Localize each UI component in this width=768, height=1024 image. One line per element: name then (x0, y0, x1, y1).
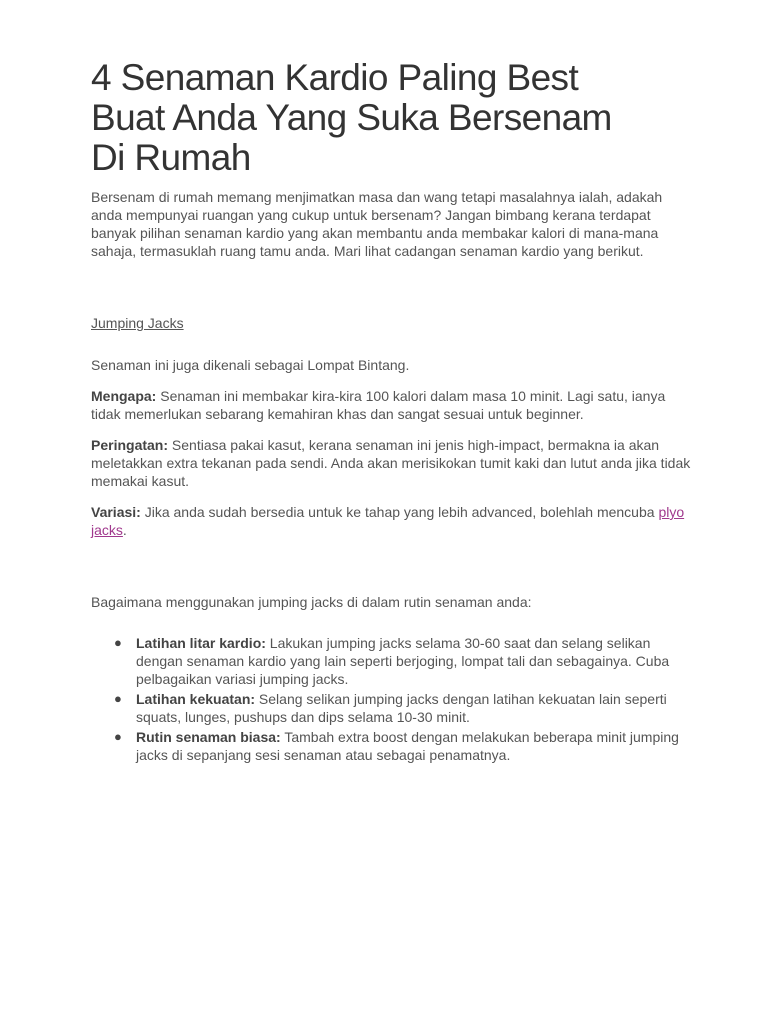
variasi-end: . (122, 522, 127, 538)
aka-paragraph: Senaman ini juga dikenali sebagai Lompat Bintang. (91, 357, 410, 373)
title-line: Buat Anda Yang Suka Bersenam (91, 97, 612, 138)
tip-label: Latihan litar kardio: (136, 635, 266, 651)
tip-text: Lakukan jumping jacks selama 30-60 saat dan selang selikan dengan senaman kardio yang lain seperti berjoging, lompat tali dan sebagainya. Cuba pelbagaikan variasi jumping jacks. (136, 635, 670, 687)
bullet-icon: ● (114, 635, 122, 650)
tip-text: Selang selikan jumping jacks dengan latihan kekuatan lain seperti squats, lunges, pushups dan dips selama 10-30 minit. (136, 691, 667, 725)
section-heading: Jumping Jacks (91, 315, 184, 331)
mengapa-label: Mengapa: (91, 388, 157, 404)
peringatan-label: Peringatan: (91, 437, 169, 453)
mengapa-paragraph (91, 387, 691, 423)
tip-label: Latihan kekuatan: (136, 691, 256, 707)
list-item (91, 634, 691, 688)
tip-label: Rutin senaman biasa: (136, 729, 281, 745)
variasi-text: Jika anda sudah bersedia untuk ke tahap yang lebih advanced, bolehlah mencuba (140, 504, 659, 520)
title-line: Di Rumah (91, 137, 251, 178)
bullet-icon: ● (114, 729, 122, 744)
mengapa-text: Senaman ini membakar kira-kira 100 kalori dalam masa 10 minit. Lagi satu, ianya tidak memerlukan sebarang kemahiran khas dan sangat sesuai untuk beginner. (91, 388, 666, 422)
bullet-icon: ● (114, 691, 122, 706)
list-item (91, 728, 691, 764)
peringatan-text: Sentiasa pakai kasut, kerana senaman ini jenis high-impact, bermakna ia akan meletakkan extra tekanan pada sendi. Anda akan merisikokan tumit kaki dan lutut anda jika tidak memakai kasut. (91, 437, 691, 489)
tip-text: Tambah extra boost dengan melakukan beberapa minit jumping jacks di sepanjang sesi senaman atau sebagai penamatnya. (136, 729, 679, 763)
peringatan-paragraph (91, 436, 691, 490)
howto-paragraph: Bagaimana menggunakan jumping jacks di dalam rutin senaman anda: (91, 594, 532, 610)
variasi-label: Variasi: (91, 504, 141, 520)
variasi-paragraph (91, 503, 691, 539)
page-title (91, 58, 691, 178)
article (91, 58, 691, 766)
intro-paragraph: Bersenam di rumah memang menjimatkan masa dan wang tetapi masalahnya ialah, adakah anda mempunyai ruangan yang cukup untuk bersenam? Jangan bimbang kerana terdapat banyak pilihan senaman kardio yang akan membantu anda membakar kalori di mana-mana sahaja, termasuklah ruang tamu anda. Mari lihat cadangan senaman kardio yang berikut. (91, 189, 663, 259)
tips-list (91, 634, 691, 764)
title-line: 4 Senaman Kardio Paling Best (91, 57, 579, 98)
list-item (91, 690, 691, 726)
plyo-jacks-link[interactable]: plyo jacks (91, 504, 685, 538)
